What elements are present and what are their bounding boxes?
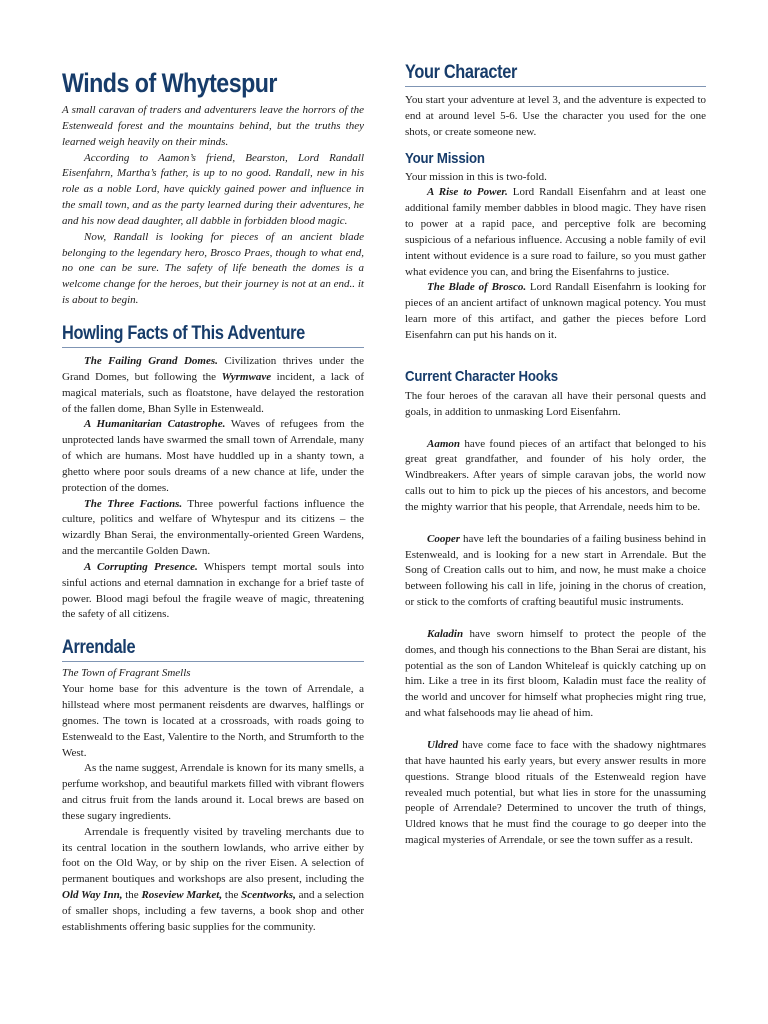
page-title: Winds of Whytespur — [62, 68, 277, 98]
hook-cooper: Cooper have left the boundaries of a failing business behind in Estenweald, and is looking for a new start in Arrendale. But the Song of Creation calls out to him, and now, he must make a choice between following his call in life, joining in the chorus of creation, or stick to the comforts of crafting beautiful music instruments. — [405, 532, 706, 609]
hook-name: Kaladin — [427, 627, 464, 640]
hook-name: Uldred — [427, 739, 459, 751]
fact-lead: The Failing Grand Domes. — [84, 354, 218, 367]
facts-list — [62, 354, 364, 623]
fact-lead: A Humanitarian Catastrophe. — [84, 418, 226, 431]
left-column — [62, 62, 364, 936]
facts-heading: Howling Facts of This Adventure — [62, 323, 364, 348]
intro-paragraph-1: A small caravan of traders and adventurers leave the horrors of the Estenweald forest and the mountains behind, but the truths they learned weigh heavily on their minds. — [62, 104, 364, 148]
mission-lead: The Blade of Brosco. — [427, 281, 527, 294]
wyrmwave-term: Wyrmwave — [221, 370, 272, 383]
mission-lead: A Rise to Power. — [427, 186, 508, 199]
hook-aamon: Aamon have found pieces of an artifact that belonged to his great great grandfather, and founder of his holy order, the Windbreakers. After years of simple caravan jobs, the world now calls out to him to pick up the pieces of his ancestors, and become the mighty warrior that his people, that Arrendale, needs him to be. — [405, 437, 706, 513]
arrendale-subtitle: The Town of Fragrant Smells — [62, 667, 191, 680]
scentworks: Scentworks, — [241, 889, 296, 902]
arrendale-heading: Arrendale — [62, 637, 364, 662]
intro-paragraph-2: According to Aamon’s friend, Bearston, Lord Randall Eisenfahrn, Martha’s father, is up to no good. Randall, new in his role as a noble Lord, have quickly gained power and influence in the small town, and as the party learned during their adventures, he and his now dead daughter, all dabble in forbidden blood magic. — [62, 151, 364, 227]
fact-corrupting-presence: A Corrupting Presence. Whispers tempt mortal souls into sinful actions and eternal damnation in exchange for a brief taste of power. Blood magi befoul the fragile weave of magic, threatening the safety of all citizens. — [62, 560, 365, 621]
fact-failing-domes: The Failing Grand Domes. Civilization thrives under the Grand Domes, but following the Wyrmwave incident, a lack of magical materials, such as floatstone, have delayed the restoration of the fallen dome, Bhan Sylle in Estenweald. — [62, 354, 364, 415]
hook-name: Cooper — [427, 532, 460, 545]
fact-humanitarian: A Humanitarian Catastrophe. Waves of refugees from the unprotected lands have swarmed the small town of Arrendale, many of which are humans. Most have huddled up in a shanty town, a ghetto where poor souls dreams of a new chance at life, under the protection of the domes. — [62, 418, 365, 494]
hook-uldred: Uldred have come face to face with the shadowy nightmares that have haunted his early years, but every answer results in more questions. Strange blood rituals of the Estenweald region have revealed much potential, but what lies in store for the unassuming people of Arrendale? Determined to uncover the truth of things, Uldred knows that he must find the courage to go deeper into the magical mysteries of Arrendale, or see the town suffer as a result. — [405, 739, 706, 847]
arrendale-paragraph-3: Arrendale is frequently visited by traveling merchants due to its central location in the southern lowlands, who arrive either by foot on the Old Way, or by ship on the river Eisen. A selection of permanent boutiques and workshops are also present, including the Old Way Inn, the Roseview Market, the Scentworks, and a selection of smaller shops, including a few taverns, a book shop and other establishments offering basic supplies for the community. — [62, 825, 364, 933]
right-column — [405, 62, 706, 849]
fact-lead: The Three Factions. — [84, 497, 183, 510]
fact-three-factions: The Three Factions. Three powerful factions influence the culture, politics and welfare of Whytespur and its citizens – the wizardly Bhan Serai, the environmentally-oriented Green Wardens, and the mercantile Golden Dawn. — [62, 497, 364, 558]
hook-name: Aamon — [427, 437, 461, 450]
hooks-intro: The four heroes of the caravan all have their personal quests and goals, in addition to unmasking Lord Eisenfahrn. — [405, 389, 706, 418]
hook-kaladin: Kaladin have sworn himself to protect the people of the domes, and though his connections to the Bhan Serai are distant, his potential as the son of Landon Whiteleaf is quickly catching up on him. Like a tree in its first bloom, Kaladin must face the reality of the world and uncover for himself what prophecies might ring true, and what falsehoods may lie ahead of him. — [405, 627, 706, 720]
fact-lead: A Corrupting Presence. — [84, 560, 198, 573]
mission-rise-to-power: A Rise to Power. Lord Randall Eisenfahrn and at least one additional family member dabbles in blood magic. They have risen to power at a rapid pace, and perceptive folk are becoming suspicious of a nefarious influence. Accusing a noble family of evil intent without evidence is a sure road to failure, so you must gather what evidence you can, and bring the Eisenfahrns to justice. — [405, 186, 706, 278]
intro-paragraph-3: Now, Randall is looking for pieces of an ancient blade belonging to the legendary hero, Brosco Praes, though to what end, no one can be sure. The safety of life beneath the domes is a welcome change for the heroes, but their journey is not at an end.. it is about to begin. — [62, 230, 364, 307]
character-text: You start your adventure at level 3, and the adventure is expected to end at around level 5-6. Use the character you used for the one shots, or create someone new. — [405, 94, 706, 138]
old-way-inn: Old Way Inn, — [62, 889, 123, 902]
character-heading: Your Character — [405, 62, 706, 87]
mission-heading: Your Mission — [405, 149, 485, 167]
intro-section — [62, 103, 364, 309]
mission-blade-of-brosco: The Blade of Brosco. Lord Randall Eisenfahrn is looking for pieces of an ancient artifact of unknown magical potency. You must learn more of this artifact, and gather the pieces before Lord Eisenfahrn can put his hands on it. — [405, 281, 706, 341]
mission-intro: Your mission in this is two-fold. — [405, 170, 547, 183]
arrendale-paragraph-2: As the name suggest, Arrendale is known for its many smells, a perfume workshop, and beautiful markets filled with vibrant flowers and citrus fruit from the lands around it. Local brews are based on these sugary ingredients. — [62, 762, 364, 822]
arrendale-paragraph-1: Your home base for this adventure is the town of Arrendale, a hillstead where most permanent reisdents are dwarves, halflings or gnomes. The town is located at a crossroads, with roads going to Estenweald to the East, Valentire to the North, and Strumforth to the West. — [62, 683, 364, 759]
hooks-heading: Current Character Hooks — [405, 367, 558, 385]
roseview-market: Roseview Market, — [141, 889, 223, 902]
